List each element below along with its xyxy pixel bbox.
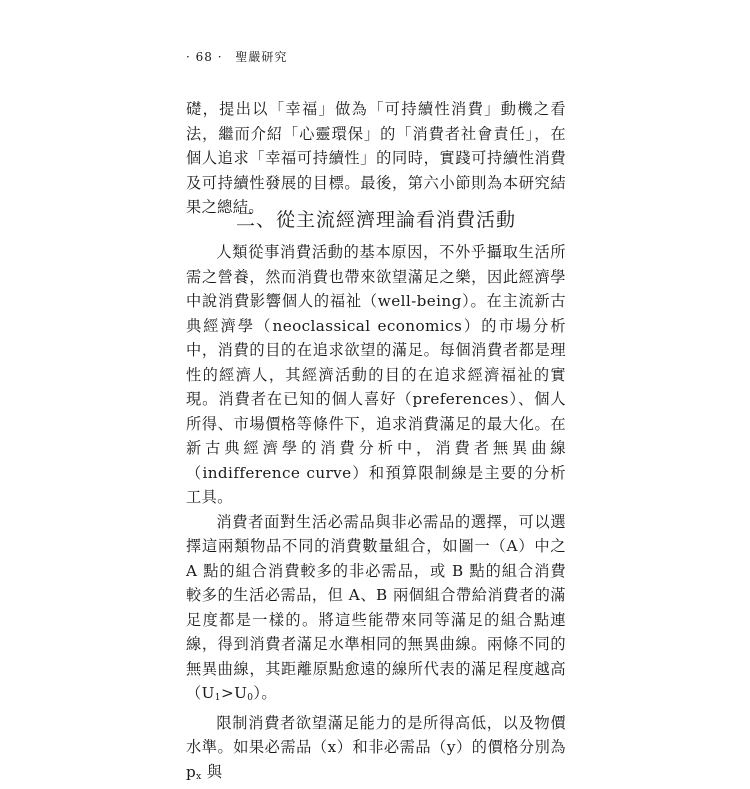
journal-title: 聖嚴研究 <box>235 50 287 64</box>
paragraph-3-end: 與 <box>202 763 223 781</box>
subscript-1: 1 <box>215 693 221 703</box>
page-number: · 68 · <box>186 50 223 64</box>
running-header <box>186 48 287 65</box>
paragraph-2 <box>186 510 566 711</box>
paragraph-2-end: ）。 <box>253 684 277 702</box>
section-body <box>186 240 566 789</box>
paragraph-3-text: 限制消費者欲望滿足能力的是所得高低，以及物價水準。如果必需品（x）和非必需品（y）的價格分別為 p <box>186 714 566 781</box>
intro-paragraph: 礎，提出以「幸福」做為「可持續性消費」動機之看法，繼而介紹「心靈環保」的「消費者社會責任」，在個人追求「幸福可持續性」的同時，實踐可持續性消費及可持續性發展的目標。最後，第六小節則為本研究結果之總結。 <box>186 97 566 220</box>
subscript-x: x <box>196 772 201 782</box>
paragraph-2-text: 消費者面對生活必需品與非必需品的選擇，可以選擇這兩類物品不同的消費數量組合，如圖一（A）中之 A 點的組合消費較多的非必需品，或 B 點的組合消費較多的生活必需品，但 A、B 兩個組合帶給消費者的滿足度都是一樣的。將這些能帶來同等滿足的組合點連線，得到消費者滿足水準相同的無異曲線。兩條不同的無異曲線，其距離原點愈遠的線所代表的滿足程度越高（U <box>186 513 566 703</box>
paragraph-1: 人類從事消費活動的基本原因，不外乎攝取生活所需之營養，然而消費也帶來欲望滿足之樂，因此經濟學中說消費影響個人的福祉（well-being）。在主流新古典經濟學（neoclassical economics）的市場分析中，消費的目的在追求欲望的滿足。每個消費者都是理性的經濟人，其經濟活動的目的在追求經濟福祉的實現。消費者在已知的個人喜好（preferences）、個人所得、市場價格等條件下，追求消費滿足的最大化。在新古典經濟學的消費分析中，消費者無異曲線（indifference curve）和預算限制線是主要的分析工具。 <box>186 240 566 510</box>
section-heading: 二、從主流經濟理論看消費活動 <box>186 205 566 232</box>
subscript-0: 0 <box>247 693 253 703</box>
intro-paragraph-block <box>186 97 566 220</box>
paragraph-2-middle: >U <box>221 684 247 702</box>
